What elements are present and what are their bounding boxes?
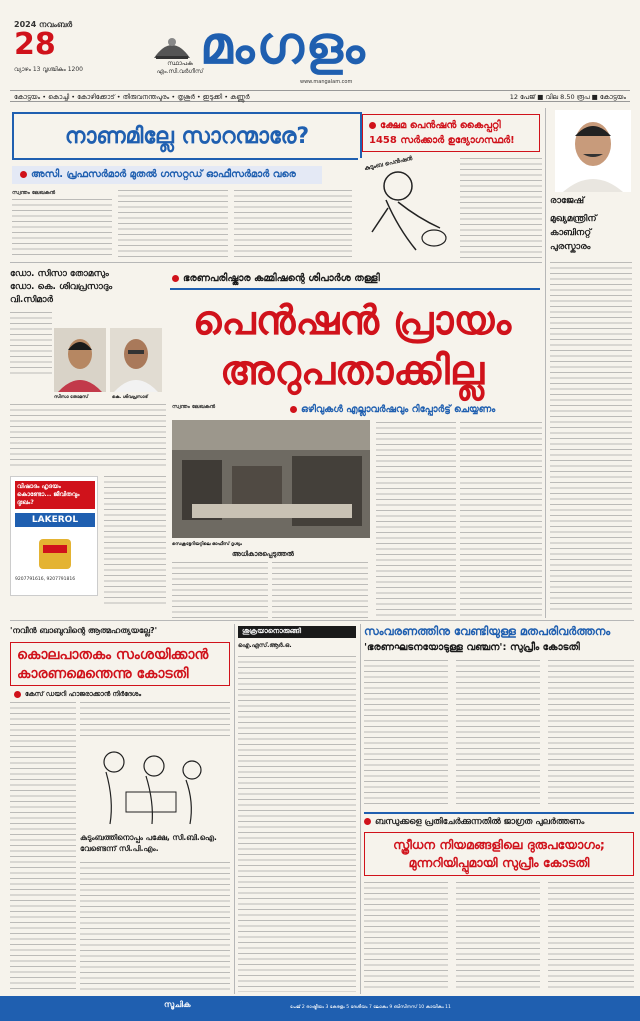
- dowry-headline: [364, 832, 634, 876]
- pension-story-text: [460, 158, 542, 258]
- dowry-text-2: [456, 882, 540, 992]
- index-text: പേജ് 2 രാഷ്ട്രീയം 3 കേരളം 5 ദേശീയം 7 ലോകം 9 ബിസിനസ് 10 കായികം 11: [290, 1005, 451, 1010]
- right-top-headline: മുഖ്യമന്ത്രിന് കാബിനറ്റ് പുരസ്കാരം: [550, 214, 597, 252]
- date-day: 28: [14, 27, 56, 62]
- founder-label: സ്ഥാപക എം.സി.വർഗീസ്: [156, 60, 204, 75]
- bullet-icon: [364, 818, 371, 825]
- date-subtitle: വ്യാഴം 13 വൃശ്ചികം 1200: [14, 66, 83, 73]
- ad-product-icon: [31, 535, 79, 573]
- bullet-icon: [20, 171, 27, 178]
- top-subhead-text: അസി. പ്രഫസർമാർ മുതൽ ഗസറ്റഡ് ഓഫീസർമാർ വരെ: [31, 169, 296, 180]
- pension-headline-box: [362, 114, 540, 152]
- top-story-col-1: [12, 190, 112, 260]
- dowry-headline-line-2: മുന്നറിയിപ്പുമായി സുപ്രീം കോടതി: [408, 855, 590, 870]
- dowry-headline-line-1: സ്ത്രീധന നിയമങ്ങളിലെ ദുരുപയോഗം;: [393, 837, 605, 852]
- lead-subhead: ഒഴിവുകൾ എല്ലാവർഷവും റിപ്പോർട്ട് ചെയ്യണം: [290, 404, 495, 415]
- vc-photo-caption-2: കെ. ശിവപ്രസാദ്: [112, 395, 148, 400]
- vc-photo-caption-1: സിസാ തോമസ്: [54, 395, 89, 400]
- right-top-name: രാജേഷ്: [550, 196, 585, 206]
- lead-headline: [164, 296, 540, 396]
- divider: [234, 624, 235, 994]
- index-logo: സൂചിക: [164, 1000, 191, 1009]
- lead-strip-text: ഭരണപരിഷ്കാര കമ്മിഷന്റെ ശിപാർശ തള്ളി: [183, 273, 380, 284]
- text-lines: [12, 199, 112, 259]
- lead-headline-line-1: പെൻഷൻ പ്രായം: [192, 298, 512, 344]
- lead-text-3: [376, 422, 456, 618]
- column-tag: ശുക്രയാനൊരുങ്ങി: [238, 626, 356, 638]
- crime-headline: [10, 642, 230, 686]
- right-column-text: [550, 262, 632, 612]
- sc-headline: സംവരണത്തിനു വേണ്ടിയുള്ള മതപരിവർത്തനം: [364, 624, 611, 638]
- column-text: [238, 656, 356, 992]
- lead-byline: സ്വന്തം ലേഖകൻ: [172, 404, 216, 410]
- masthead: [0, 0, 640, 88]
- vc-story-text-2: [10, 404, 166, 470]
- lead-strip: [170, 270, 540, 290]
- crime-quote-tag: 'നവീൻ ബാബുവിന്റെ ആത്മഹത്യയല്ലേ?': [10, 626, 158, 635]
- vc-story-text: [10, 312, 52, 376]
- cartoon-sign: കുടുംബ പെൻഷൻ: [363, 155, 414, 173]
- divider: [10, 262, 542, 263]
- newspaper-logo: മംഗളം: [200, 16, 367, 76]
- family-cartoon-caption: കുടുംബത്തിനൊപ്പം പക്ഷേ, സി.ബി.ഐ. വേണ്ടെന്ന് സി.പി.എം.: [80, 833, 217, 853]
- sc-text-1: [364, 660, 448, 808]
- edition-list: കോട്ടയം • കൊച്ചി • കോഴിക്കോട് • തിരുവനന്തപുരം • തൃശൂർ • ഇടുക്കി • കണ്ണൂർ: [14, 93, 250, 101]
- office-photo-caption: സെക്രട്ടേറിയറ്റിലെ ഓഫീസ് ദൃശ്യം: [172, 542, 242, 547]
- top-story-col-3: [234, 190, 352, 260]
- edition-info: 12 പേജ് ■ വില 8.50 രൂപ ■ കോട്ടയം: [509, 93, 626, 101]
- date-year: 2024 നവംബർ: [14, 20, 73, 29]
- lead-headline-line-2: അറുപതാക്കില്ല: [219, 348, 485, 394]
- sc-text-3: [548, 660, 634, 808]
- left-column-text: [104, 476, 166, 608]
- footer-bar: [0, 996, 640, 1021]
- vc-headline: ഡോ. സിസാ തോമസും ഡോ. കെ. ശിവപ്രസാദും വി.സിമാർ: [10, 269, 113, 305]
- crime-headline-line-1: കൊലപാതകം സംശയിക്കാൻ: [17, 647, 209, 663]
- divider: [360, 624, 361, 994]
- website-url[interactable]: www.mangalam.com: [300, 79, 353, 85]
- sc-text-2: [456, 660, 540, 808]
- crime-text-2: [80, 702, 230, 738]
- ad-title: വിഷാദം ഹൃദയം കൊണ്ടോ... ജീവിതവും ദുഃഖം?: [15, 481, 95, 509]
- top-story-col-2: [118, 190, 228, 260]
- family-cartoon: [80, 740, 224, 828]
- bullet-icon: [14, 691, 21, 698]
- bullet-icon: [172, 275, 179, 282]
- editions-bar: [10, 90, 630, 102]
- ad-brand: LAKEROL: [15, 513, 95, 527]
- dowry-text-3: [548, 882, 634, 992]
- crime-text-1: [10, 702, 76, 992]
- cartoon-illustration: [358, 158, 454, 256]
- lead-byline-wrap: [172, 404, 282, 418]
- top-story-byline: സ്വന്തം ലേഖകൻ: [12, 190, 56, 196]
- advertisement[interactable]: [10, 476, 98, 596]
- dowry-strip: ബന്ധുക്കളെ പ്രതിചേർക്കുന്നതിൽ ജാഗ്രത പുലർത്തണം: [364, 812, 634, 827]
- emblem-icon: [150, 30, 194, 60]
- dowry-text-1: [364, 882, 448, 992]
- bullet-icon: [369, 122, 376, 129]
- portrait-photo: [555, 110, 631, 192]
- top-subhead: [12, 166, 322, 184]
- vc-photos: [54, 328, 164, 400]
- crime-text-3: [80, 862, 230, 992]
- sc-subhead: 'ഭരണഘടനയോടുള്ള വഞ്ചന': സുപ്രീം കോടതി: [364, 642, 580, 653]
- pension-headline-line-1: ക്ഷേമ പെൻഷൻ കൈപ്പറ്റി: [369, 118, 533, 133]
- top-headline: നാണമില്ലേ സാറന്മാരേ?: [12, 112, 362, 160]
- column-author: ഐ.എസ്.ആർ.ഒ.: [238, 642, 292, 649]
- crime-headline-line-2: കാരണമെന്തെന്നു കോടതി: [17, 666, 189, 682]
- lead-text-2: [272, 562, 368, 618]
- lead-text-1: [172, 562, 268, 618]
- pension-headline-line-2: 1458 സർക്കാർ ഉദ്യോഗസ്ഥർ!: [369, 135, 515, 146]
- office-photo: [172, 420, 370, 538]
- divider: [545, 108, 546, 618]
- divider: [10, 620, 634, 621]
- bullet-icon: [290, 406, 297, 413]
- ad-phone: 9207791616, 9207791816: [15, 577, 76, 582]
- crime-byline: കേസ് ഡയറി ഹാജരാക്കാൻ നിർദേശം: [14, 690, 141, 699]
- lead-sub-section: അധികാരപ്പെടുത്തൽ: [232, 550, 294, 558]
- lead-text-4: [460, 422, 542, 618]
